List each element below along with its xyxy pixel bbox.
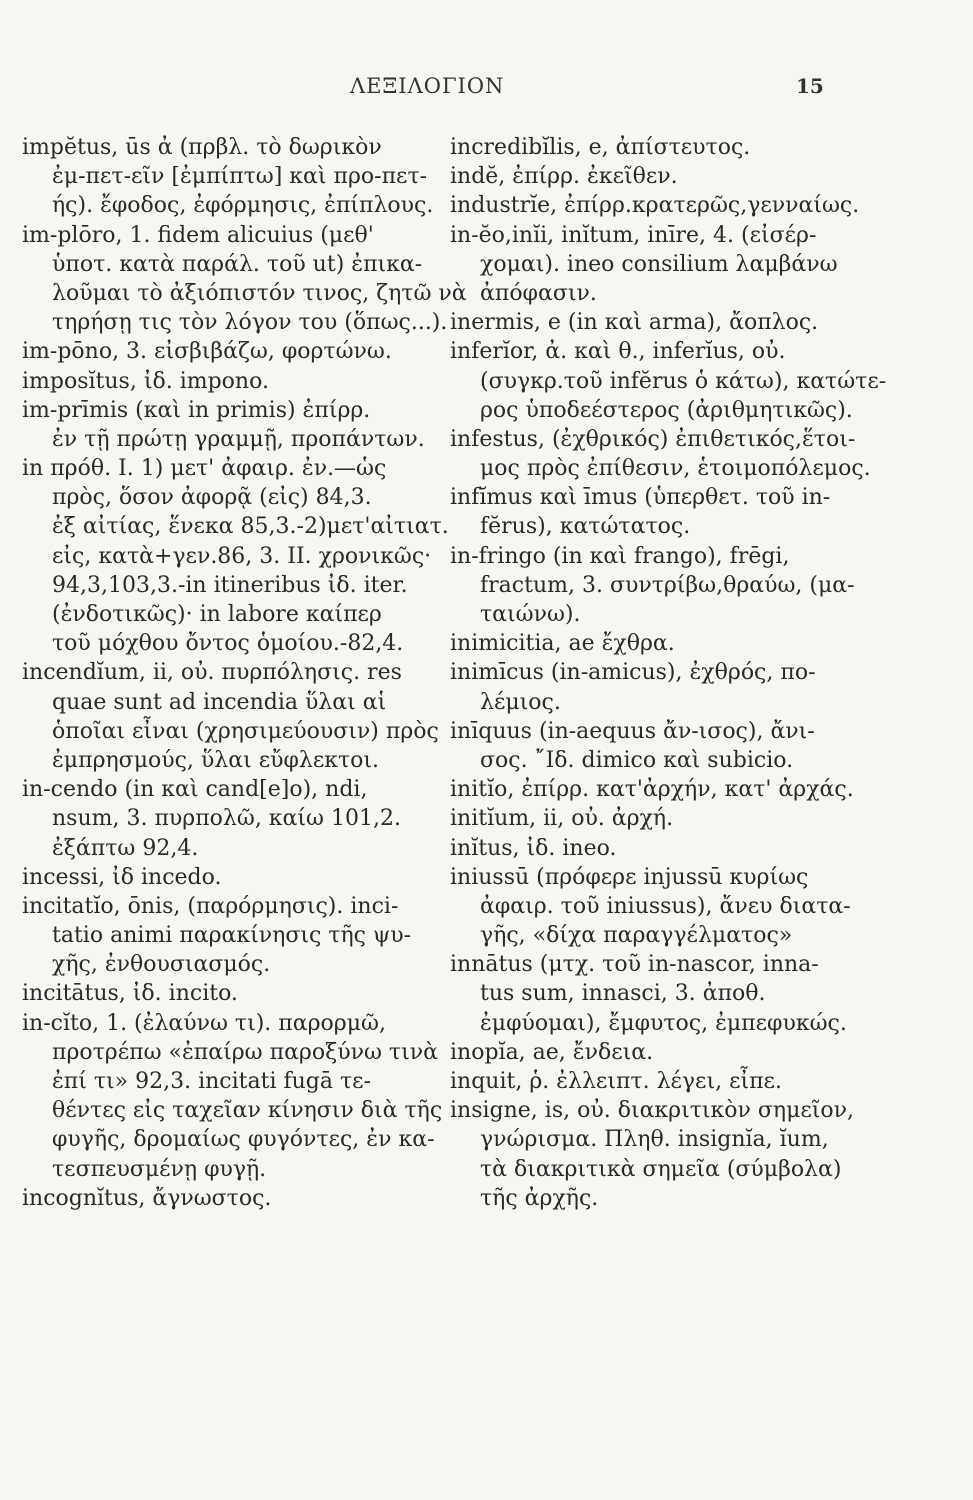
entry-headword-line: im-pōno, 3. εἰσβιβάζω, φορτώνω. (22, 339, 392, 365)
entry-headword-line: inimicitia, ae ἔχθρα. (450, 631, 675, 657)
entry-continuation-line: προτρέπω «ἐπαίρω παροξύνω τινὰ (52, 1039, 438, 1065)
entry-continuation-line: ρος ὑποδεέστερος (ἀριθμητικῶς). (480, 397, 853, 423)
entry-headword-line: insigne, is, οὐ. διακριτικὸν σημεῖον, (450, 1098, 855, 1124)
entry-headword-line: incendĭum, ii, οὐ. πυρπόλησις. res (22, 660, 402, 686)
entry-continuation-line: εἰς, κατὰ+γεν.86, 3. II. χρονικῶς· (52, 543, 432, 569)
entry-continuation-line: λοῦμαι τὸ ἀξιόπιστόν τινος, ζητῶ νὰ (52, 280, 467, 306)
entry-continuation-line: ἐξ αἰτίας, ἕνεκα 85,3.-2)μετ'αἰτιατ. (52, 514, 449, 540)
page-number: 15 (796, 74, 824, 98)
entry-continuation-line: τὰ διακριτικὰ σημεῖα (σύμβολα) (480, 1156, 842, 1182)
entry-continuation-line: λέμιος. (480, 689, 561, 715)
entry-continuation-line: (συγκρ.τοῦ infĕrus ὁ κάτω), κατώτε- (480, 368, 887, 394)
entry-continuation-line: quae sunt ad incendia ὕλαι αἱ (52, 689, 387, 715)
entry-headword-line: infestus, (ἐχθρικός) ἐπιθετικός,ἕτοι- (450, 426, 856, 452)
entry-headword-line: in-ĕo,inĭi, inĭtum, inīre, 4. (εἰσέρ- (450, 222, 817, 248)
entry-continuation-line: ἀπόφασιν. (480, 280, 597, 306)
entry-continuation-line: ἐν τῇ πρώτῃ γραμμῇ, προπάντων. (52, 426, 425, 452)
left-column (22, 133, 467, 1213)
entry-continuation-line: τοῦ μόχθου ὄντος ὁμοίου.-82,4. (52, 631, 404, 657)
entry-headword-line: incognĭtus, ἄγνωστος. (22, 1185, 272, 1211)
entry-headword-line: initĭo, ἐπίρρ. κατ'ἀρχήν, κατ' ἀρχάς. (450, 777, 854, 803)
entry-headword-line: imposĭtus, ἰδ. impono. (22, 368, 269, 394)
entry-continuation-line: θέντες εἰς ταχεῖαν κίνησιν διὰ τῆς (52, 1098, 443, 1124)
entry-continuation-line: tus sum, innasci, 3. ἀποθ. (480, 981, 766, 1007)
entry-headword-line: inĭtus, ἰδ. ineo. (450, 835, 617, 861)
entry-headword-line: inīquus (in-aequus ἄν-ισος), ἄνι- (450, 718, 815, 744)
entry-headword-line: im-plōro, 1. fidem alicuius (μεθ' (22, 222, 374, 248)
entry-headword-line: im-prīmis (καὶ in primis) ἐπίρρ. (22, 397, 371, 423)
entry-continuation-line: μος πρὸς ἐπίθεσιν, ἑτοιμοπόλεμος. (480, 456, 871, 482)
entry-continuation-line: ής). ἔφοδος, ἐφόρμησις, ἐπίπλους. (52, 193, 434, 219)
entry-continuation-line: ἐμπρησμούς, ὕλαι εὔφλεκτοι. (52, 747, 380, 773)
entry-headword-line: in-cendo (in καὶ cand[e]o), ndi, (22, 777, 368, 803)
right-column (450, 133, 887, 1213)
page-header (0, 72, 973, 108)
entry-continuation-line: fĕrus), κατώτατος. (480, 514, 691, 540)
entry-continuation-line: χομαι). ineo consilium λαμβάνω (480, 251, 838, 277)
entry-continuation-line: χῆς, ἐνθουσιασμός. (52, 952, 271, 978)
entry-continuation-line: (ἐνδοτικῶς)· in labore καίπερ (52, 602, 382, 627)
entry-continuation-line: σος. ῎Ιδ. dimico καὶ subicio. (480, 747, 794, 773)
entry-headword-line: industrĭe, ἐπίρρ.κρατερῶς,γενναίως. (450, 193, 860, 219)
entry-continuation-line: ἐπί τι» 92,3. incitati fugā τε- (52, 1069, 371, 1094)
entry-continuation-line: ἐξάπτω 92,4. (52, 835, 199, 861)
entry-headword-line: incredibĭlis, e, ἀπίστευτος. (450, 135, 751, 160)
entry-continuation-line: nsum, 3. πυρπολῶ, καίω 101,2. (52, 806, 401, 832)
entry-continuation-line: φυγῆς, δρομαίως φυγόντες, ἐν κα- (52, 1127, 435, 1153)
entry-headword-line: inimīcus (in-amicus), ἐχθρός, πο- (450, 660, 816, 686)
entry-headword-line: infĭmus καὶ īmus (ὑπερθετ. τοῦ in- (450, 485, 831, 511)
entry-continuation-line: tatio animi παρακίνησις τῆς ψυ- (52, 923, 412, 949)
entry-headword-line: initĭum, ii, οὐ. ἀρχή. (450, 806, 674, 832)
entry-continuation-line: 94,3,103,3.-in itineribus ἰδ. iter. (52, 572, 408, 598)
entry-continuation-line: ταιώνω). (480, 602, 581, 627)
entry-continuation-line: τηρήσῃ τις τὸν λόγον του (ὅπως...). (52, 310, 448, 336)
entry-continuation-line: ἐμ-πετ-εῖν [ἐμπίπτω] καὶ προ-πετ- (52, 164, 428, 190)
entry-continuation-line: ἐμφύομαι), ἔμφυτος, ἐμπεφυκώς. (480, 1010, 847, 1036)
entry-continuation-line: γῆς, «δίχα παραγγέλματος» (480, 923, 793, 949)
entry-headword-line: innātus (μτχ. τοῦ in-nascor, inna- (450, 952, 819, 978)
entry-headword-line: incitatĭo, ōnis, (παρόρμησις). inci- (22, 893, 399, 919)
entry-continuation-line: τεσπευσμένῃ φυγῇ. (52, 1156, 267, 1182)
running-title: ΛΕΞΙΛΟΓΙΟΝ (350, 74, 505, 98)
entry-headword-line: inferĭor, ἀ. καὶ θ., inferĭus, οὐ. (450, 339, 786, 365)
entry-continuation-line: fractum, 3. συντρίβω,θραύω, (μα- (480, 572, 855, 598)
entry-headword-line: inermis, e (in καὶ arma), ἄοπλος. (450, 310, 819, 336)
entry-headword-line: incitātus, ἰδ. incito. (22, 981, 238, 1007)
entry-continuation-line: ἀφαιρ. τοῦ iniussus), ἄνευ διατα- (480, 893, 851, 919)
entry-headword-line: inopĭa, ae, ἔνδεια. (450, 1039, 654, 1065)
entry-continuation-line: ὁποῖαι εἶναι (χρησιμεύουσιν) πρὸς (52, 718, 439, 744)
entry-headword-line: in-cĭto, 1. (ἐλαύνω τι). παρορμῶ, (22, 1010, 386, 1036)
entry-headword-line: incessi, ἰδ incedo. (22, 864, 222, 890)
entry-continuation-line: τῆς ἀρχῆς. (480, 1185, 599, 1211)
entry-headword-line: inquit, ῥ. ἐλλειπτ. λέγει, εἶπε. (450, 1069, 782, 1094)
entry-headword-line: iniussū (πρόφερε injussū κυρίως (450, 864, 809, 890)
entry-continuation-line: ὑποτ. κατὰ παράλ. τοῦ ut) ἐπικα- (52, 251, 423, 277)
entry-headword-line: in πρόθ. I. 1) μετ' ἀφαιρ. ἐν.—ὡς (22, 456, 387, 482)
entry-continuation-line: γνώρισμα. Πληθ. insignĭa, ĭum, (480, 1127, 829, 1153)
entry-headword-line: impĕtus, ūs ἀ (πρβλ. τὸ δωρικὸν (22, 135, 382, 160)
entry-headword-line: indĕ, ἐπίρρ. ἐκεῖθεν. (450, 164, 678, 190)
entry-continuation-line: πρὸς, ὅσον ἀφορᾷ (εἰς) 84,3. (52, 485, 372, 511)
entry-headword-line: in-fringo (in καὶ frango), frēgi, (450, 543, 790, 569)
